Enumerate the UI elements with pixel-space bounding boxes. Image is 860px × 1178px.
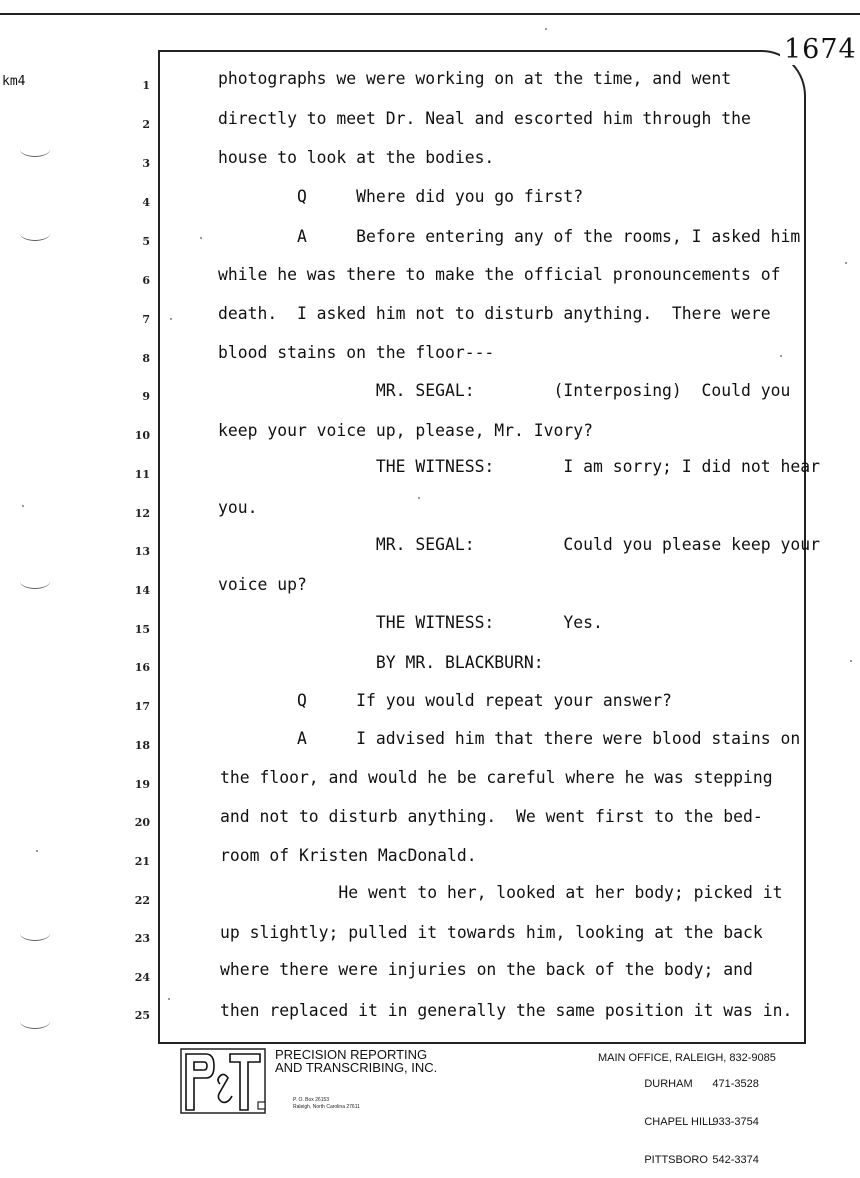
scan-speck — [36, 850, 38, 852]
binder-hole-mark — [20, 574, 50, 589]
binder-hole-mark — [20, 1014, 50, 1029]
transcript-line: house to look at the bodies. — [218, 148, 495, 167]
line-number: 24 — [134, 971, 150, 984]
line-number: 22 — [134, 894, 150, 907]
scan-speck — [170, 318, 172, 320]
transcript-line: directly to meet Dr. Neal and escorted him through the — [218, 109, 751, 128]
transcript-line: voice up? — [218, 575, 307, 594]
transcript-line: up slightly; pulled it towards him, looking at the back — [220, 923, 763, 942]
company-address — [293, 1097, 360, 1111]
transcript-line: then replaced it in generally the same position it was in. — [220, 1001, 793, 1020]
transcript-line: Q Where did you go first? — [218, 187, 584, 206]
transcript-line: the floor, and would he be careful where he was stepping — [220, 768, 773, 787]
address-line1: P. O. Box 26153 — [293, 1097, 330, 1103]
binder-hole-mark — [20, 142, 50, 157]
office-phone: 933-3754 — [712, 1116, 759, 1128]
transcript-line: room of Kristen MacDonald. — [220, 846, 477, 865]
office-row — [598, 1142, 776, 1178]
company-name — [275, 1048, 437, 1074]
scan-speck — [168, 998, 170, 1000]
transcript-line: photographs we were working on at the time, and went — [218, 69, 732, 88]
office-city: CHAPEL HILL — [644, 1116, 715, 1128]
transcript-line: He went to her, looked at her body; picked it — [220, 883, 783, 902]
line-number: 4 — [142, 196, 150, 209]
company-name-line2: AND TRANSCRIBING, INC. — [275, 1060, 438, 1075]
office-list — [598, 1052, 776, 1178]
line-number: 2 — [142, 118, 150, 131]
line-number: 14 — [134, 584, 150, 597]
transcript-line: MR. SEGAL: (Interposing) Could you — [218, 381, 791, 400]
line-number: 11 — [134, 468, 150, 481]
transcript-line: THE WITNESS: Yes. — [218, 613, 603, 632]
line-number: 15 — [134, 623, 150, 636]
scan-speck — [22, 505, 24, 507]
scan-speck — [850, 660, 852, 662]
line-number: 16 — [134, 661, 150, 674]
line-number: 1 — [142, 79, 150, 92]
line-number: 18 — [134, 739, 150, 752]
office-city: PITTSBORO — [644, 1154, 708, 1166]
transcript-line: MR. SEGAL: Could you please keep your — [218, 535, 820, 554]
reporter-initials: km4 — [2, 74, 26, 89]
line-number: 19 — [134, 778, 150, 791]
line-number: 17 — [134, 700, 150, 713]
office-city: DURHAM — [644, 1078, 693, 1090]
line-number: 8 — [142, 352, 150, 365]
line-number: 21 — [134, 855, 150, 868]
office-row — [598, 1066, 776, 1102]
transcript-line: BY MR. BLACKBURN: — [218, 653, 544, 672]
line-number: 5 — [142, 235, 150, 248]
company-logo — [180, 1048, 266, 1114]
top-rule — [0, 13, 860, 15]
transcript-line: while he was there to make the official pronouncements of — [218, 265, 781, 284]
office-phone: 471-3528 — [712, 1078, 759, 1090]
line-number: 25 — [134, 1009, 150, 1022]
line-number: 20 — [134, 816, 150, 829]
transcript-line: death. I asked him not to disturb anything. There were — [218, 304, 771, 323]
transcript-line: blood stains on the floor--- — [218, 343, 495, 362]
line-number: 23 — [134, 932, 150, 945]
transcript-line: and not to disturb anything. We went first to the bed- — [220, 807, 763, 826]
office-phone: 542-3374 — [712, 1154, 759, 1166]
line-number: 10 — [134, 429, 150, 442]
line-number: 6 — [142, 274, 150, 287]
scan-speck — [545, 28, 547, 30]
line-number: 13 — [134, 545, 150, 558]
line-number: 3 — [142, 157, 150, 170]
scan-speck — [418, 497, 420, 499]
line-number: 7 — [142, 313, 150, 326]
scan-speck — [845, 262, 847, 264]
scan-speck — [780, 355, 782, 357]
transcript-line: A I advised him that there were blood stains on — [218, 729, 801, 748]
transcript-line: A Before entering any of the rooms, I asked him — [218, 227, 801, 246]
scan-speck — [200, 237, 202, 239]
transcript-line: where there were injuries on the back of the body; and — [220, 960, 753, 979]
transcript-line: keep your voice up, please, Mr. Ivory? — [218, 421, 593, 440]
transcript-line: you. — [218, 498, 258, 517]
page-number: 1674 — [780, 34, 860, 65]
address-line2: Raleigh, North Carolina 27611 — [293, 1104, 360, 1110]
line-number: 9 — [142, 390, 150, 403]
transcript-line: Q If you would repeat your answer? — [218, 691, 672, 710]
line-number: 12 — [134, 507, 150, 520]
binder-hole-mark — [20, 226, 50, 241]
transcript-line: THE WITNESS: I am sorry; I did not hear — [218, 457, 820, 476]
main-office: MAIN OFFICE, RALEIGH, 832-9085 — [598, 1052, 776, 1064]
company-name-line1: PRECISION REPORTING — [275, 1047, 428, 1062]
office-row — [598, 1104, 776, 1140]
binder-hole-mark — [20, 926, 50, 941]
